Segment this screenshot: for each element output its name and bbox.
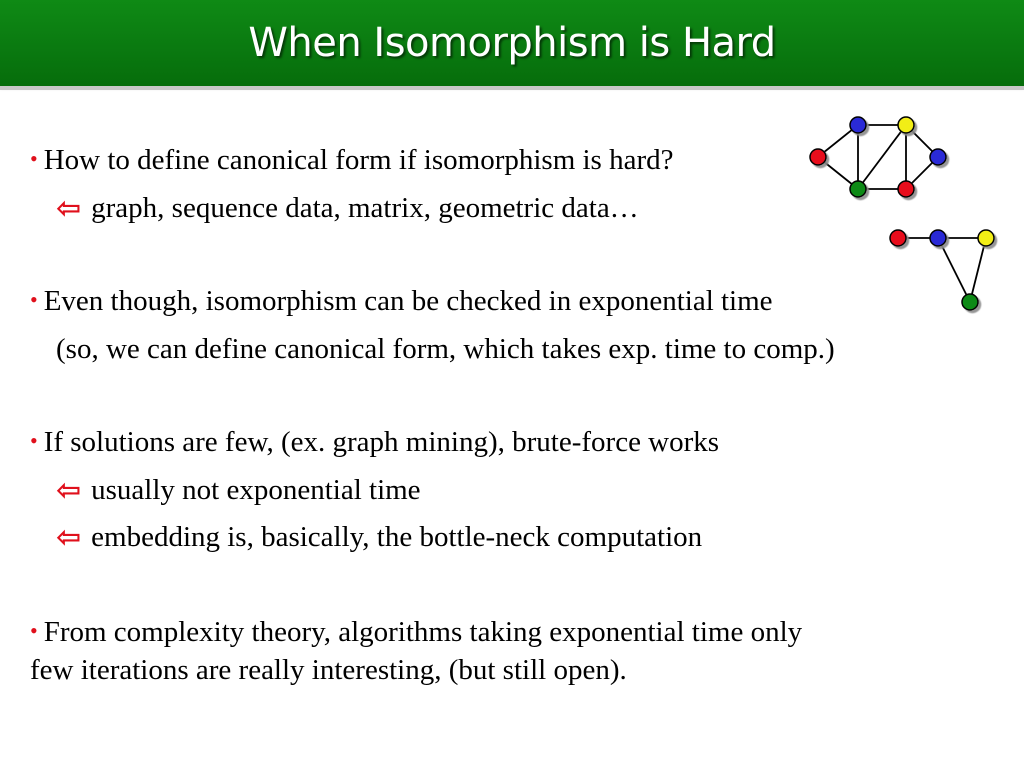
left-arrow-icon: ⇦ [56,473,82,508]
left-arrow-icon: ⇦ [56,191,82,226]
bullet-4-text: From complexity theory, algorithms taking exponential time only [43,616,803,648]
bullet-4-continuation: few iterations are really interesting, (but still open). [30,654,627,686]
graph-node [930,230,946,246]
bullet-1-sub-1 [56,190,639,226]
bullet-dot: • [30,287,38,312]
bullet-3-sub-2 [56,519,702,555]
bullet-1 [30,142,674,180]
bullet-3-sub-1-text: usually not exponential time [91,474,421,506]
graph-node [898,181,914,197]
bullet-3-sub-2-text: embedding is, basically, the bottle-neck computation [91,521,703,553]
bullet-dot: • [30,146,38,171]
left-arrow-icon: ⇦ [56,520,82,555]
graph-node [978,230,994,246]
graph-node [890,230,906,246]
bullet-dot: • [30,428,38,453]
slide-title: When Isomorphism is Hard [248,20,776,66]
graph-node [810,149,826,165]
bullet-4 [30,614,802,652]
graph-2-nodes [890,230,994,310]
title-bar [0,0,1024,86]
graph-node [930,149,946,165]
bullet-2 [30,283,773,321]
graph-node [898,117,914,133]
graph-node [962,294,978,310]
bullet-3-sub-1 [56,472,421,508]
bullet-3 [30,424,719,462]
bullet-1-sub-1-text: graph, sequence data, matrix, geometric data… [91,192,639,224]
graph-2 [898,238,986,302]
bullet-3-text: If solutions are few, (ex. graph mining), brute-force works [43,426,720,458]
graph-node [850,181,866,197]
bullet-1-text: How to define canonical form if isomorphism is hard? [43,144,674,176]
graph-1-nodes [810,117,946,197]
bullet-dot: • [30,618,38,643]
graph-node [850,117,866,133]
graph-1 [818,125,938,189]
bullet-2-text: Even though, isomorphism can be checked in exponential time [43,285,773,317]
bullet-2-continuation: (so, we can define canonical form, which takes exp. time to comp.) [56,333,835,365]
